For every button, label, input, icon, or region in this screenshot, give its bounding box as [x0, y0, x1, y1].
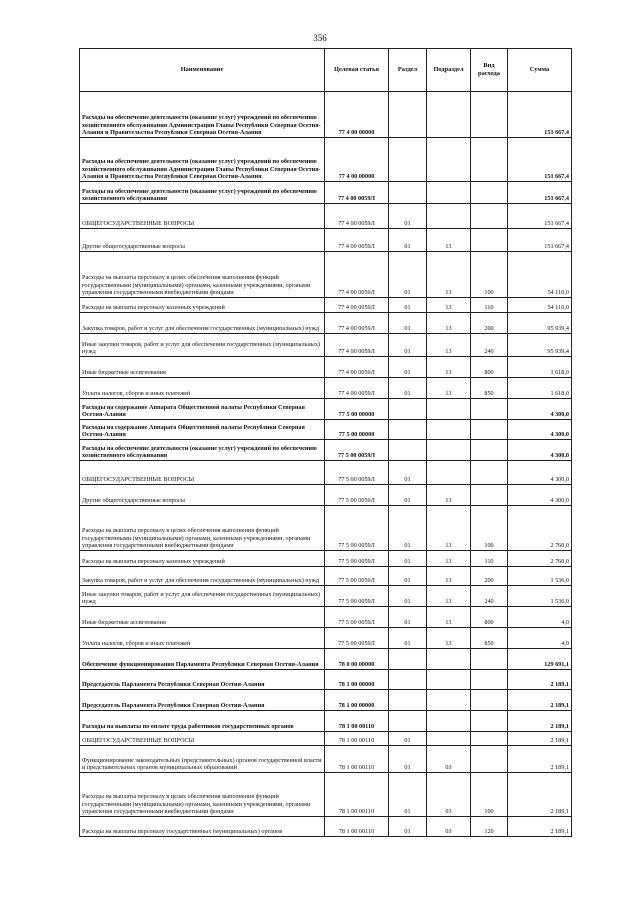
row-subsection: 13: [427, 506, 471, 551]
row-subsection: 13: [427, 607, 471, 628]
row-expense-type: 100: [471, 252, 508, 298]
row-target-article: 78 1 00 00110: [325, 732, 389, 746]
row-name: Функционирование законодательных (представительных) органов государственной власти и представительных органов муниципальных образований: [80, 746, 325, 773]
row-target-article: 77 4 00 0059Л: [325, 298, 389, 313]
row-section: [389, 711, 427, 732]
row-target-article: 77 4 00 0059Л: [325, 334, 389, 357]
table-row: [80, 313, 572, 334]
row-section: 01: [389, 567, 427, 586]
row-target-article: 77 5 00 0059Л: [325, 461, 389, 485]
row-section: [389, 440, 427, 461]
row-amount: 2 189,1: [508, 732, 572, 746]
row-name: Расходы на обеспечение деятельности (оказание услуг) учреждений по обеспечению хозяйственного обслуживания: [80, 440, 325, 461]
row-amount: 4,0: [508, 628, 572, 649]
row-amount: 2 189,1: [508, 817, 572, 837]
row-section: [389, 670, 427, 690]
row-expense-type: [471, 182, 508, 204]
row-section: 01: [389, 204, 427, 229]
row-target-article: 78 1 00 00110: [325, 711, 389, 732]
row-name: Другие общегосударственные вопросы: [80, 229, 325, 252]
table-row: [80, 92, 572, 138]
row-section: [389, 92, 427, 138]
row-amount: 1 536,0: [508, 586, 572, 607]
row-expense-type: [471, 461, 508, 485]
table-row: [80, 817, 572, 837]
row-amount: 2 760,0: [508, 506, 572, 551]
row-subsection: [427, 461, 471, 485]
row-subsection: 13: [427, 628, 471, 649]
row-expense-type: [471, 732, 508, 746]
row-name: Расходы на обеспечение деятельности (оказание услуг) учреждений по обеспечению хозяйственного обслуживания: [80, 182, 325, 204]
row-section: 01: [389, 746, 427, 773]
table-row: [80, 746, 572, 773]
row-name: Расходы на выплаты персоналу казенных учреждений: [80, 298, 325, 313]
row-name: Иные бюджетные ассигнования: [80, 607, 325, 628]
row-amount: 1 536,0: [508, 567, 572, 586]
row-section: [389, 138, 427, 182]
table-row: [80, 690, 572, 711]
row-expense-type: [471, 711, 508, 732]
row-subsection: 13: [427, 357, 471, 378]
row-amount: 54 110,0: [508, 298, 572, 313]
table-row: [80, 506, 572, 551]
row-name: Обеспечение функционирования Парламента Республики Северная Осетия-Алания: [80, 649, 325, 670]
table-row: [80, 461, 572, 485]
table-row: [80, 732, 572, 746]
row-name: ОБЩЕГОСУДАРСТВЕННЫЕ ВОПРОСЫ: [80, 732, 325, 746]
row-target-article: 77 4 00 0059Л: [325, 378, 389, 399]
row-amount: 151 667,4: [508, 204, 572, 229]
header-subsection: Подраздел: [427, 49, 471, 92]
row-target-article: 77 5 00 0059Л: [325, 551, 389, 567]
table-row: [80, 485, 572, 506]
row-name: Расходы на выплаты по оплате труда работников государственных органов: [80, 711, 325, 732]
row-subsection: [427, 399, 471, 420]
header-amount: Сумма: [508, 49, 572, 92]
row-name: Расходы на содержание Аппарата Общественной палаты Республики Северная Осетия-Алания: [80, 399, 325, 420]
row-subsection: [427, 138, 471, 182]
row-expense-type: 800: [471, 607, 508, 628]
header-name: Наименование: [80, 49, 325, 92]
row-subsection: [427, 92, 471, 138]
row-amount: 4 300,0: [508, 461, 572, 485]
row-amount: 151 667,4: [508, 92, 572, 138]
row-expense-type: 850: [471, 628, 508, 649]
row-subsection: 13: [427, 378, 471, 399]
row-target-article: 77 4 00 0059Л: [325, 229, 389, 252]
row-amount: 2 189,1: [508, 670, 572, 690]
row-section: 01: [389, 551, 427, 567]
row-expense-type: [471, 440, 508, 461]
row-subsection: 13: [427, 551, 471, 567]
row-expense-type: 110: [471, 551, 508, 567]
row-subsection: [427, 204, 471, 229]
row-target-article: 77 4 00 00000: [325, 138, 389, 182]
row-target-article: 78 0 00 00000: [325, 649, 389, 670]
row-section: 01: [389, 229, 427, 252]
row-amount: 95 939,4: [508, 334, 572, 357]
table-row: [80, 182, 572, 204]
row-section: 01: [389, 817, 427, 837]
row-name: Расходы на обеспечение деятельности (оказание услуг) учреждений по обеспечению хозяйственного обслуживания Администрации Главы Республики Северная Осетия-Алания и Правительства Республики Северная Осетия-Алания: [80, 138, 325, 182]
row-expense-type: [471, 690, 508, 711]
header-section: Раздел: [389, 49, 427, 92]
row-amount: 4 300,0: [508, 399, 572, 420]
table-row: [80, 711, 572, 732]
row-target-article: 77 5 00 0059Л: [325, 440, 389, 461]
row-name: Расходы на обеспечение деятельности (оказание услуг) учреждений по обеспечению хозяйственного обслуживания Администрации Главы Республики Северная Осетия-Алания и Правительства Республики Северная Осетия-Алания: [80, 92, 325, 138]
row-expense-type: [471, 485, 508, 506]
row-subsection: 13: [427, 298, 471, 313]
row-section: 01: [389, 313, 427, 334]
row-expense-type: [471, 138, 508, 182]
row-target-article: 78 1 00 00000: [325, 670, 389, 690]
table-row: [80, 420, 572, 440]
row-section: 01: [389, 485, 427, 506]
row-amount: 2 189,1: [508, 773, 572, 817]
row-expense-type: 200: [471, 313, 508, 334]
row-section: 01: [389, 732, 427, 746]
row-expense-type: 240: [471, 586, 508, 607]
row-subsection: 03: [427, 773, 471, 817]
table-body: [80, 92, 572, 837]
row-amount: 2 189,1: [508, 711, 572, 732]
row-name: Расходы на выплаты персоналу в целях обеспечения выполнения функций государственными (муниципальными) органами, казенными учреждениями, органами управления государственными внебюджетными фондами: [80, 506, 325, 551]
table-header-row: [80, 49, 572, 92]
row-name: Закупка товаров, работ и услуг для обеспечения государственных (муниципальных) нужд: [80, 567, 325, 586]
table-row: [80, 399, 572, 420]
row-amount: 54 110,0: [508, 252, 572, 298]
row-target-article: 77 4 00 0059Л: [325, 182, 389, 204]
row-subsection: 13: [427, 586, 471, 607]
row-subsection: [427, 440, 471, 461]
row-target-article: 78 1 00 00110: [325, 773, 389, 817]
row-target-article: 77 5 00 0059Л: [325, 567, 389, 586]
row-expense-type: [471, 92, 508, 138]
row-name: Другие общегосударственные вопросы: [80, 485, 325, 506]
row-subsection: [427, 649, 471, 670]
row-expense-type: 120: [471, 817, 508, 837]
row-target-article: 77 5 00 00000: [325, 399, 389, 420]
row-section: [389, 420, 427, 440]
row-expense-type: [471, 670, 508, 690]
row-amount: 151 667,4: [508, 138, 572, 182]
row-subsection: [427, 182, 471, 204]
row-expense-type: 800: [471, 357, 508, 378]
row-target-article: 78 1 00 00110: [325, 746, 389, 773]
page-number: 356: [313, 33, 327, 43]
row-section: 01: [389, 773, 427, 817]
row-expense-type: 100: [471, 773, 508, 817]
row-target-article: 77 4 00 0059Л: [325, 357, 389, 378]
table-row: [80, 567, 572, 586]
budget-table: [79, 48, 572, 837]
table-row: [80, 773, 572, 817]
row-subsection: [427, 690, 471, 711]
row-name: Иные закупки товаров, работ и услуг для обеспечения государственных (муниципальных) нужд: [80, 334, 325, 357]
table-row: [80, 252, 572, 298]
row-section: 01: [389, 334, 427, 357]
row-expense-type: [471, 229, 508, 252]
row-name: Расходы на выплаты персоналу в целях обеспечения выполнения функций государственными (муниципальными) органами, казенными учреждениями, органами управления государственными внебюджетными фондами: [80, 252, 325, 298]
row-amount: 1 618,0: [508, 357, 572, 378]
row-name: Иные бюджетные ассигнования: [80, 357, 325, 378]
row-subsection: 13: [427, 313, 471, 334]
row-target-article: 77 4 00 00000: [325, 92, 389, 138]
row-name: Закупка товаров, работ и услуг для обеспечения государственных (муниципальных) нужд: [80, 313, 325, 334]
row-subsection: 13: [427, 567, 471, 586]
table-row: [80, 551, 572, 567]
row-subsection: 13: [427, 229, 471, 252]
row-amount: 151 667,4: [508, 182, 572, 204]
row-name: Расходы на выплаты персоналу казенных учреждений: [80, 551, 325, 567]
table-row: [80, 334, 572, 357]
row-target-article: 77 5 00 0059Л: [325, 607, 389, 628]
row-expense-type: [471, 204, 508, 229]
row-name: Расходы на содержание Аппарата Общественной палаты Республики Северная Осетия-Алания: [80, 420, 325, 440]
table-row: [80, 138, 572, 182]
row-expense-type: [471, 399, 508, 420]
table-row: [80, 378, 572, 399]
row-name: Расходы на выплаты персоналу в целях обеспечения выполнения функций государственными (муниципальными) органами, казенными учреждениями, органами управления государственными внебюджетными фондами: [80, 773, 325, 817]
row-section: 01: [389, 506, 427, 551]
row-amount: 4 300,0: [508, 440, 572, 461]
row-section: [389, 399, 427, 420]
row-name: ОБЩЕГОСУДАРСТВЕННЫЕ ВОПРОСЫ: [80, 204, 325, 229]
row-name: ОБЩЕГОСУДАРСТВЕННЫЕ ВОПРОСЫ: [80, 461, 325, 485]
table-row: [80, 649, 572, 670]
row-name: Председатель Парламента Республики Северная Осетия-Алания: [80, 670, 325, 690]
row-target-article: 77 5 00 0059Л: [325, 628, 389, 649]
row-amount: 1 618,0: [508, 378, 572, 399]
row-section: 01: [389, 298, 427, 313]
row-name: Расходы на выплаты персоналу государственных (муниципальных) органов: [80, 817, 325, 837]
row-target-article: 78 1 00 00110: [325, 817, 389, 837]
table-row: [80, 586, 572, 607]
row-expense-type: 110: [471, 298, 508, 313]
row-target-article: 77 5 00 0059Л: [325, 485, 389, 506]
row-subsection: [427, 670, 471, 690]
row-section: 01: [389, 357, 427, 378]
row-section: 01: [389, 607, 427, 628]
table-row: [80, 670, 572, 690]
row-target-article: 77 5 00 00000: [325, 420, 389, 440]
row-section: 01: [389, 628, 427, 649]
row-amount: 4,0: [508, 607, 572, 628]
row-amount: 4 300,0: [508, 420, 572, 440]
row-subsection: 03: [427, 746, 471, 773]
row-amount: 2 189,1: [508, 690, 572, 711]
row-section: [389, 182, 427, 204]
row-target-article: 78 1 00 00000: [325, 690, 389, 711]
row-expense-type: [471, 649, 508, 670]
row-section: 01: [389, 461, 427, 485]
row-amount: 2 189,1: [508, 746, 572, 773]
row-target-article: 77 5 00 0059Л: [325, 506, 389, 551]
row-subsection: [427, 420, 471, 440]
row-section: 01: [389, 586, 427, 607]
row-expense-type: 240: [471, 334, 508, 357]
row-amount: 129 691,1: [508, 649, 572, 670]
table-row: [80, 357, 572, 378]
row-subsection: 13: [427, 485, 471, 506]
row-name: Иные закупки товаров, работ и услуг для обеспечения государственных (муниципальных) нужд: [80, 586, 325, 607]
row-target-article: 77 4 00 0059Л: [325, 204, 389, 229]
row-expense-type: 850: [471, 378, 508, 399]
row-subsection: 03: [427, 817, 471, 837]
row-section: 01: [389, 252, 427, 298]
row-section: [389, 690, 427, 711]
table-row: [80, 440, 572, 461]
header-target-article: Целевая статья: [325, 49, 389, 92]
row-amount: 151 667,4: [508, 229, 572, 252]
row-amount: 2 760,0: [508, 551, 572, 567]
row-section: [389, 649, 427, 670]
row-expense-type: [471, 746, 508, 773]
row-amount: 95 939,4: [508, 313, 572, 334]
row-subsection: [427, 711, 471, 732]
row-name: Уплата налогов, сборов и иных платежей: [80, 378, 325, 399]
row-expense-type: 100: [471, 506, 508, 551]
row-expense-type: [471, 420, 508, 440]
row-amount: 4 300,0: [508, 485, 572, 506]
table-row: [80, 204, 572, 229]
row-target-article: 77 5 00 0059Л: [325, 586, 389, 607]
header-expense-type: Вид расхода: [471, 49, 508, 92]
row-subsection: 13: [427, 252, 471, 298]
row-target-article: 77 4 00 0059Л: [325, 313, 389, 334]
table-row: [80, 298, 572, 313]
row-subsection: 13: [427, 334, 471, 357]
row-name: Председатель Парламента Республики Северная Осетия-Алания: [80, 690, 325, 711]
table-row: [80, 628, 572, 649]
row-name: Уплата налогов, сборов и иных платежей: [80, 628, 325, 649]
row-section: 01: [389, 378, 427, 399]
table-row: [80, 229, 572, 252]
row-target-article: 77 4 00 0059Л: [325, 252, 389, 298]
row-expense-type: 200: [471, 567, 508, 586]
table-row: [80, 607, 572, 628]
row-subsection: [427, 732, 471, 746]
